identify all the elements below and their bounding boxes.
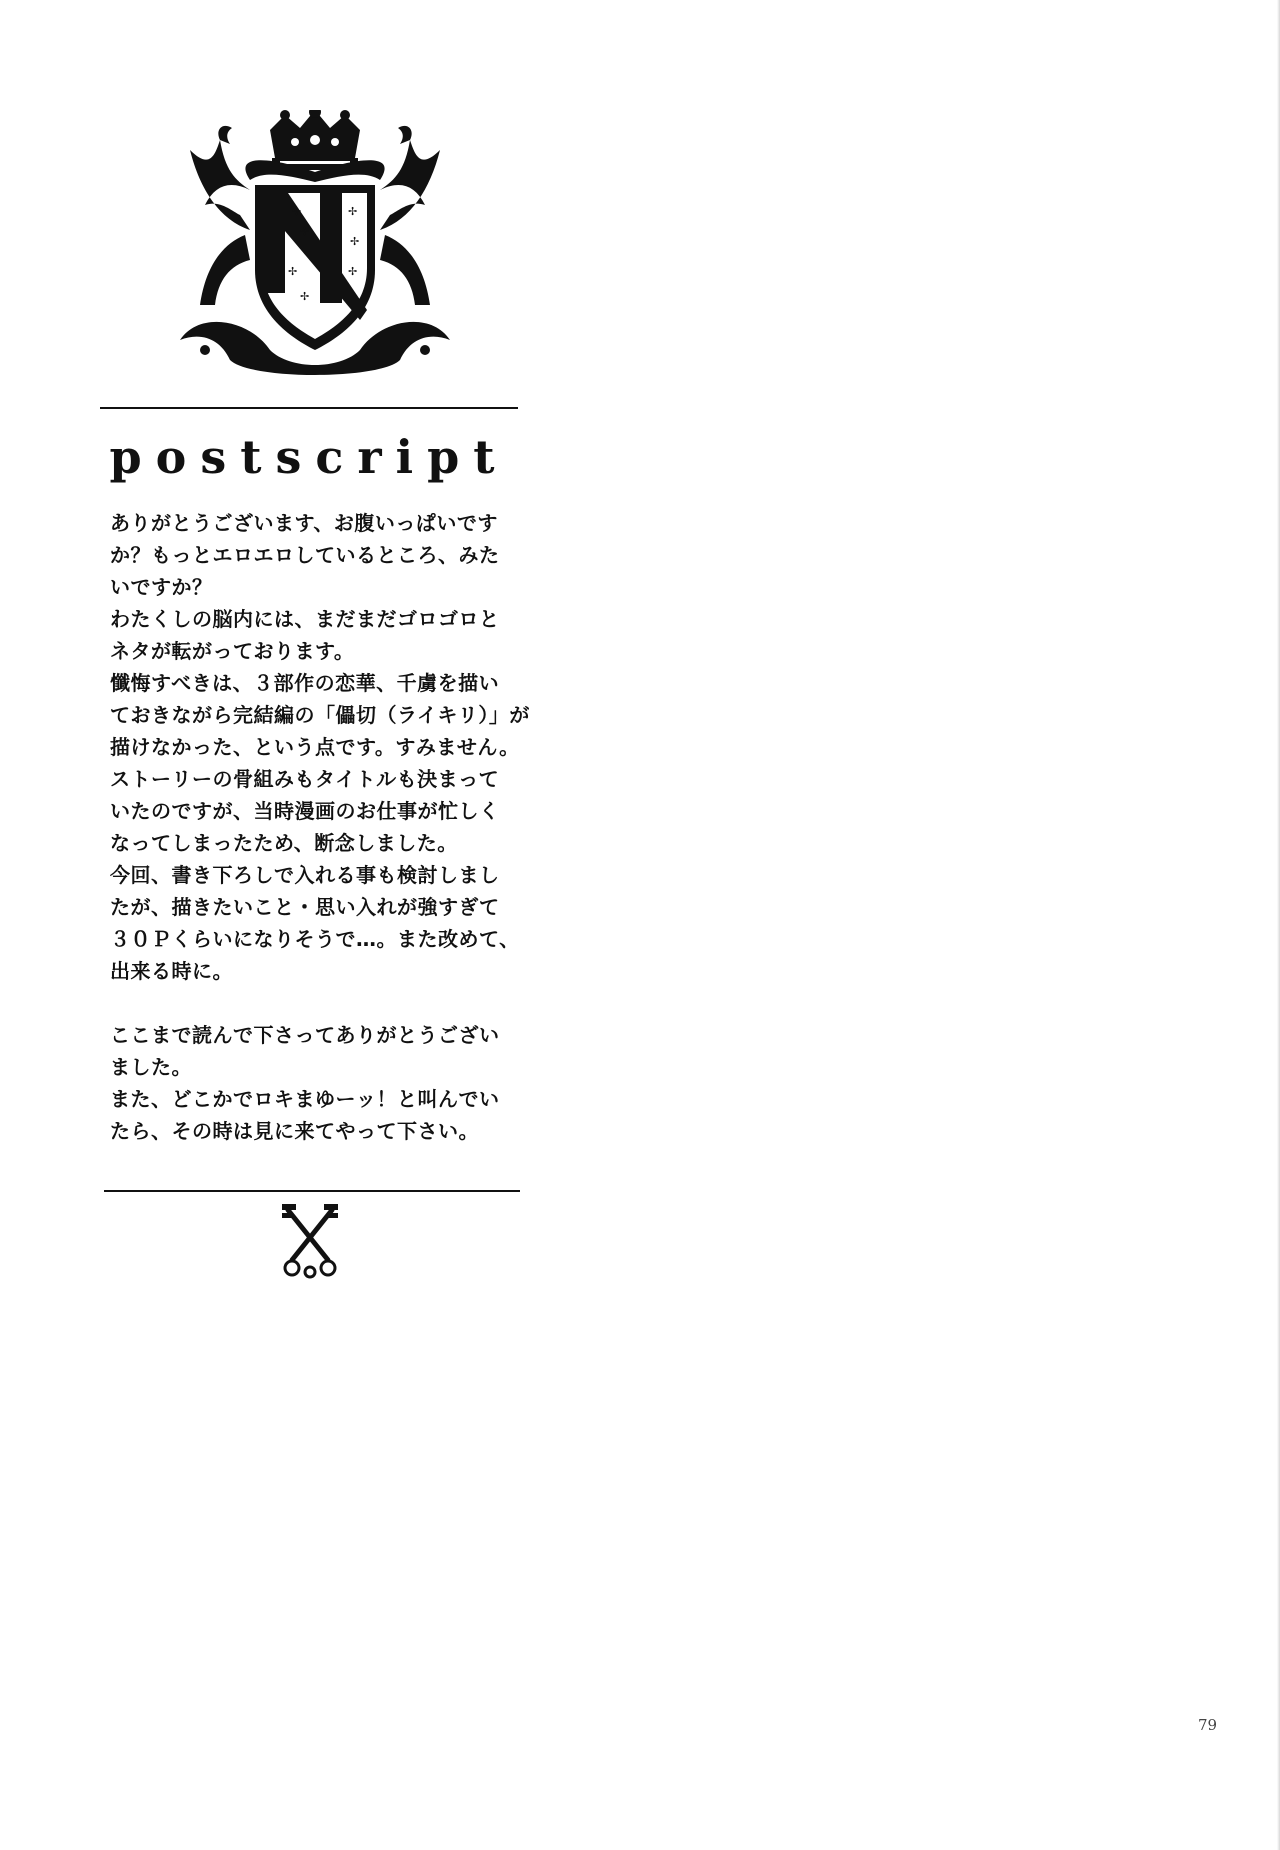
postscript-body-text: ありがとうございます、お腹いっぱいです か？もっとエロエロしているところ、みた いですか？ わたくしの脳内には、まだまだゴロゴロと ネタが転がっております。 懺悔すべきは、３部作の恋華、千虜を描い ておきながら完結編の「儡切（ライキリ）」が 描けなかった、という点です。すみません。 ストーリーの骨組みもタイトルも決まって いたのですが、当時漫画のお仕事が忙しく なってしまったため、断念しました。 今回、書き下ろしで入れる事も検討しまし たが、描きたいこと・思い入れが強すぎて ３０Ｐくらいになりそうで…。また改めて、 出来る時に。 ここまで読んで下さってありがとうござい ました。 また、どこかでロキまゆーッ！と叫んでい たら、その時は見に来てやって下さい。 bbox=[110, 511, 530, 1143]
svg-text:✢: ✢ bbox=[350, 235, 360, 248]
svg-text:✢: ✢ bbox=[348, 265, 358, 278]
top-divider-rule bbox=[100, 407, 518, 409]
heraldic-crest-icon bbox=[160, 110, 470, 380]
svg-text:✢: ✢ bbox=[292, 205, 302, 218]
svg-text:✢: ✢ bbox=[348, 205, 358, 218]
svg-text:✢: ✢ bbox=[288, 265, 298, 278]
svg-text:✢: ✢ bbox=[300, 225, 310, 238]
page-number: 79 bbox=[1198, 1716, 1218, 1734]
svg-text:✢: ✢ bbox=[300, 290, 310, 303]
crossed-keys-icon bbox=[280, 1202, 340, 1280]
bottom-divider-rule bbox=[104, 1190, 520, 1192]
postscript-title: postscript bbox=[109, 430, 509, 484]
